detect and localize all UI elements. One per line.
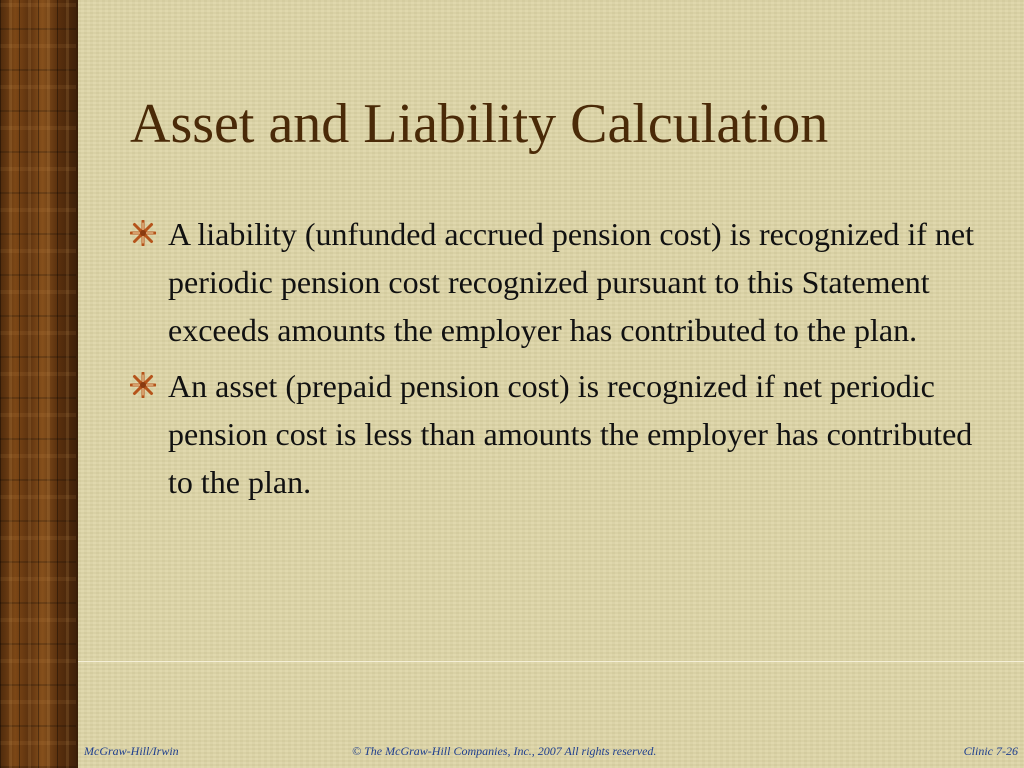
footer-publisher: McGraw-Hill/Irwin	[84, 744, 179, 758]
bullet-item	[130, 210, 990, 354]
starburst-bullet-icon	[130, 372, 156, 398]
bullet-text: An asset (prepaid pension cost) is recognized if net periodic pension cost is less than amounts the employer has contributed to the plan.	[168, 368, 973, 500]
bullet-text: A liability (unfunded accrued pension cost) is recognized if net periodic pension cost recognized pursuant to this Statement exceeds amounts the employer has contributed to the plan.	[168, 216, 974, 348]
footer-copyright: © The McGraw-Hill Companies, Inc., 2007 All rights reserved.	[352, 744, 657, 758]
bullet-list	[130, 210, 990, 514]
wood-texture-strip	[0, 0, 76, 768]
bullet-item	[130, 362, 990, 506]
footer-divider	[78, 661, 1024, 662]
starburst-bullet-icon	[130, 220, 156, 246]
slide-title: Asset and Liability Calculation	[130, 93, 829, 155]
footer-slide-number: Clinic 7-26	[963, 744, 1018, 758]
strip-edge-divider	[76, 0, 78, 768]
